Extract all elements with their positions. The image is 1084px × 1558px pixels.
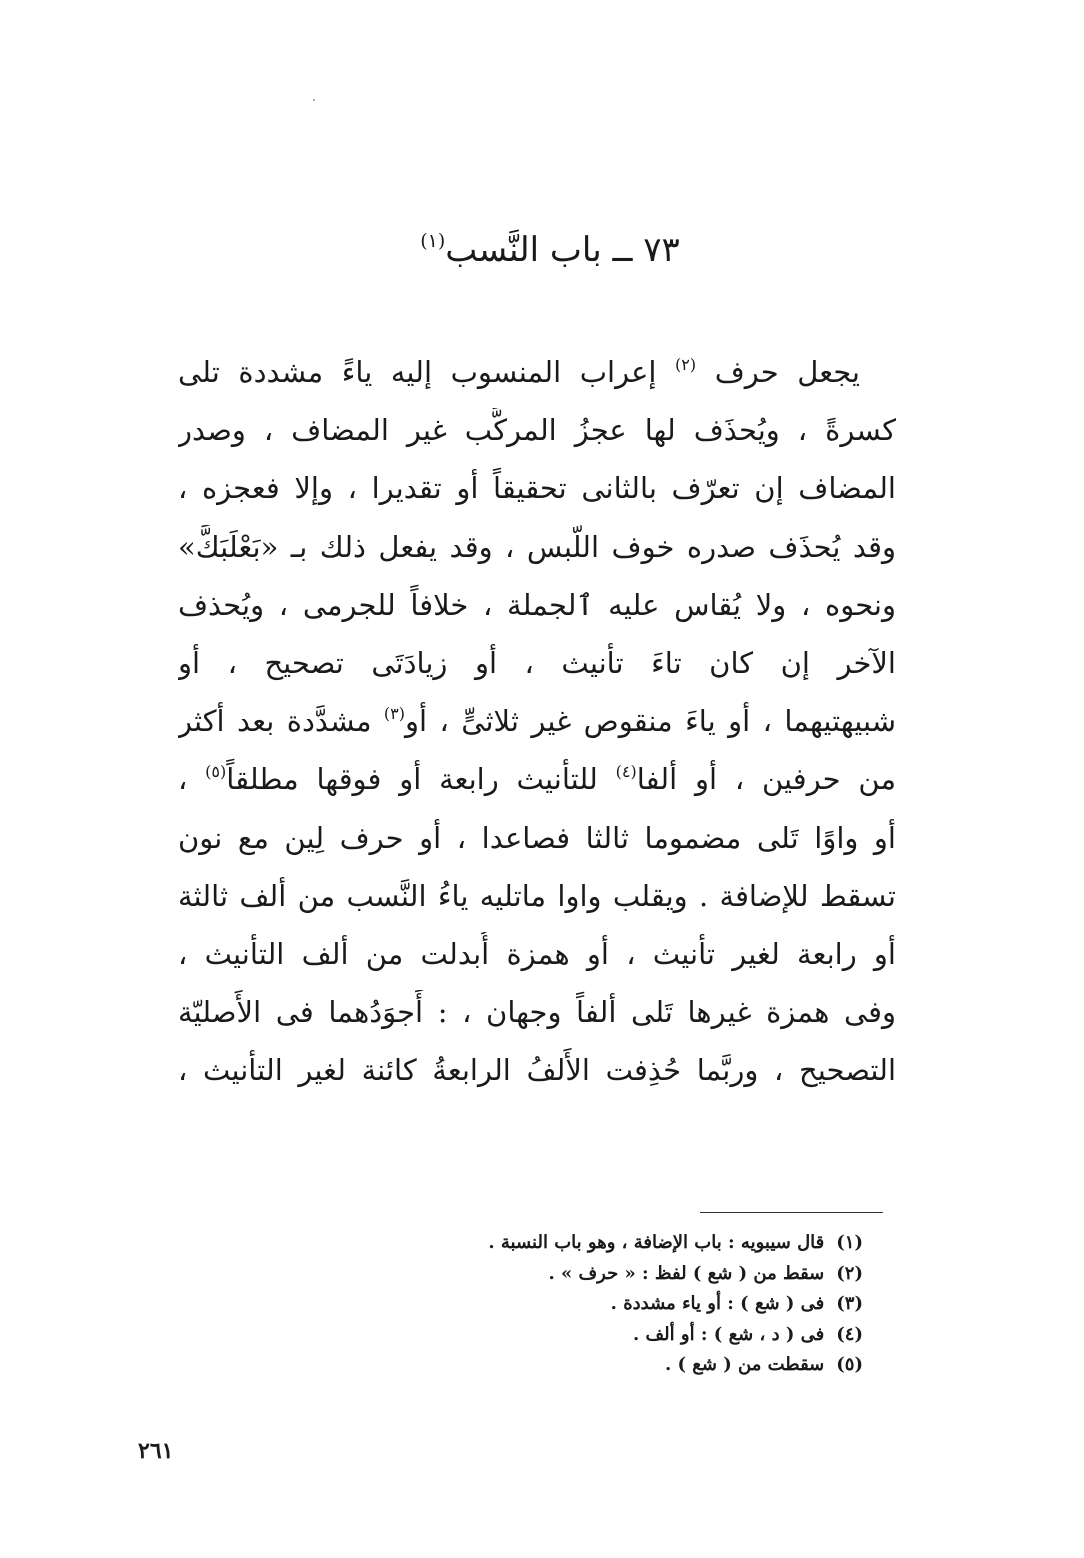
chapter-title-text: ٧٣ ــ باب النَّسب xyxy=(445,230,680,270)
page-number: ٢٦١ xyxy=(138,1438,174,1464)
text-line xyxy=(178,757,896,815)
line-text: الآخر إن كان تاءَ تأنيث ، أو زيادَتَى تصحيح ، أو xyxy=(178,645,896,680)
footnote-ref: (٤) xyxy=(615,762,637,782)
text-line xyxy=(178,699,896,757)
line-text: للتأنيث رابعة أو فوقها مطلقاً xyxy=(226,762,616,797)
line-text: شبيهتيهما ، أو ياءَ منقوص غير ثلاثىٍّ ، أو xyxy=(405,704,896,739)
body-text xyxy=(178,350,896,1106)
footnote-item xyxy=(300,1353,863,1384)
footnote-number: (١) xyxy=(836,1232,863,1253)
footnote-item xyxy=(300,1292,863,1323)
line-text: أو واوًا تَلى مضموما ثالثا فصاعدا ، أو حرف لِين مع نون xyxy=(178,820,896,855)
footnote-text: سقط من ( شع ) لفظ : « حرف » . xyxy=(548,1262,825,1284)
footnote-item xyxy=(300,1323,863,1354)
text-line xyxy=(178,990,896,1048)
text-line xyxy=(178,350,896,408)
line-text: التصحيح ، وربَّما حُذِفت الأَلفُ الرابعةُ كائنة لغير التأنيث ، xyxy=(178,1053,896,1088)
line-text: وفى همزة غيرها تَلى ألفاً وجهان ، : أَجوَدُهما فى الأَصليّة xyxy=(178,995,896,1030)
text-line xyxy=(178,1048,896,1106)
scan-speck xyxy=(313,99,315,101)
footnote-item xyxy=(300,1262,863,1293)
footnote-text: قال سيبويه : باب الإضافة ، وهو باب النسبة . xyxy=(488,1232,825,1253)
line-text: كسرةً ، ويُحذَف لها عجزُ المركَّب غير المضاف ، وصدر xyxy=(178,413,896,448)
line-text: مشدَّدة بعد أكثر xyxy=(178,704,384,739)
footnotes xyxy=(300,1231,863,1384)
text-line xyxy=(178,583,896,641)
text-line xyxy=(178,408,896,466)
text-line xyxy=(178,932,896,990)
footnote-number: (٥) xyxy=(836,1354,863,1375)
footnote-text: فى ( د ، شع ) : أو ألف . xyxy=(633,1323,825,1345)
footnote-divider xyxy=(700,1212,883,1213)
footnote-number: (٣) xyxy=(836,1293,863,1314)
chapter-note-ref: (١) xyxy=(420,230,446,252)
line-text: ، xyxy=(178,762,206,797)
text-line xyxy=(178,874,896,932)
footnote-ref: (٥) xyxy=(205,762,227,782)
line-text: من حرفين ، أو ألفا xyxy=(636,762,896,797)
line-text: يجعل حرف xyxy=(696,355,861,389)
text-line xyxy=(178,466,896,524)
footnote-item xyxy=(300,1231,863,1262)
line-text: ونحوه ، ولا يُقاس عليه ٱلجملة ، خلافاً للجرمى ، ويُحذف xyxy=(178,587,896,622)
text-line xyxy=(178,816,896,874)
footnote-ref: (٢) xyxy=(675,355,697,374)
footnote-text: سقطت من ( شع ) . xyxy=(664,1354,825,1375)
footnote-text: فى ( شع ) : أو ياء مشددة . xyxy=(610,1293,825,1314)
line-text: وقد يُحذَف صدره خوف اللَّبس ، وقد يفعل ذلك بـ «بَعْلَبَكَّ» xyxy=(178,529,896,564)
line-text: إعراب المنسوب إليه ياءً مشددة تلى xyxy=(178,355,676,389)
line-text: تسقط للإضافة . ويقلب واوا ماتليه ياءُ النَّسب من ألف ثالثة xyxy=(178,878,896,913)
text-line xyxy=(178,525,896,583)
line-text: أو رابعة لغير تأنيث ، أو همزة أُبدلت من ألف التأنيث ، xyxy=(178,936,896,971)
line-text: المضاف إن تعرّف بالثانى تحقيقاً أو تقديرا ، وإلا فعجزه ، xyxy=(178,471,896,506)
footnote-ref: (٣) xyxy=(383,704,406,724)
footnote-number: (٢) xyxy=(836,1262,863,1284)
footnote-number: (٤) xyxy=(836,1323,863,1345)
chapter-title xyxy=(300,228,800,272)
text-line xyxy=(178,641,896,699)
